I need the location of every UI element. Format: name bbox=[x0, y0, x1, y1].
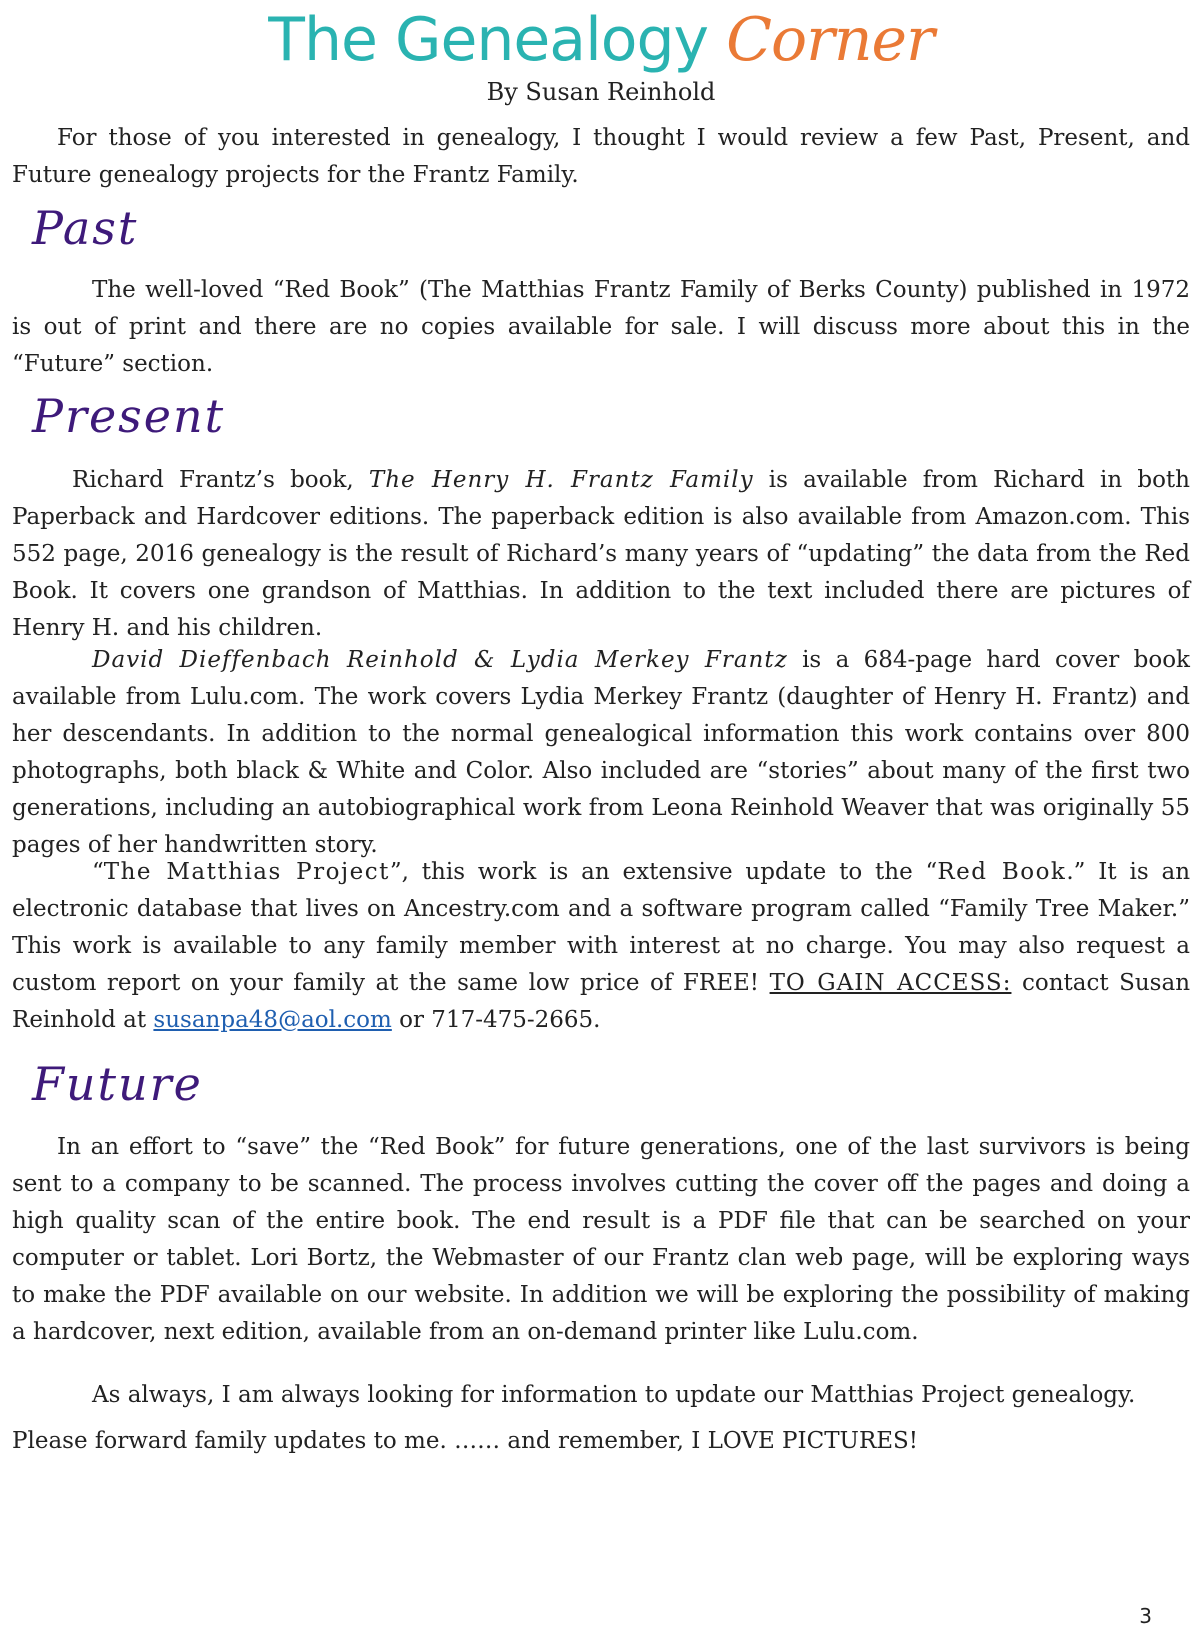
past-paragraph: The well-loved “Red Book” (The Matthias Frantz Family of Berks County) published in 1972 is out of print and there are no copies available for sale. I will discuss more about this in the “Future” section. bbox=[12, 277, 1190, 377]
present-p2-rest: is a 684-page hard cover book available from Lulu.com. The work covers Lydia Merkey Frantz (daughter of Henry H. Frantz) and her descendants. In addition to the normal genealogical information this work contains over 800 photographs, both black & White and Color. Also included are “stories” about many of the first two generations, including an autobiographical work from Leona Reinhold Weaver that was originally 55 pages of her handwritten story. bbox=[12, 647, 1190, 858]
present-p3-open-quote: “ bbox=[92, 859, 104, 885]
present-p3-mid1: ”, this work is an extensive update to the “ bbox=[389, 859, 938, 885]
phone-number: or 717-475-2665. bbox=[391, 1007, 601, 1033]
present-p3-contact-lead: contact Susan Reinhold at bbox=[12, 970, 1191, 1033]
heading-past: Past bbox=[32, 201, 139, 255]
present-paragraph-henry-frantz-book bbox=[12, 462, 1190, 647]
book-title-reinhold-frantz: David Dieffenbach Reinhold & Lydia Merkey Frantz bbox=[92, 647, 788, 673]
title-part-corner: Corner bbox=[726, 5, 934, 75]
intro-paragraph: For those of you interested in genealogy, I thought I would review a few Past, Present, and Future genealogy projects for the Frantz Family. bbox=[12, 125, 1190, 188]
heading-future: Future bbox=[32, 1057, 203, 1111]
present-p1-rest: is available from Richard in both Paperback and Hardcover editions. The paperback edition is also available from Amazon.com. This 552 page, 2016 genealogy is the result of Richard’s many years of “updating” the data from the Red Book. It covers one grandson of Matthias. In addition to the text included there are pictures of Henry H. and his children. bbox=[12, 467, 1190, 641]
heading-present: Present bbox=[32, 389, 226, 443]
red-book-name: Red Book bbox=[937, 859, 1067, 885]
gain-access-label: TO GAIN ACCESS: bbox=[769, 970, 1012, 996]
present-p3-mid2: .” It is an electronic database that lives on Ancestry.com and a software program called “Family Tree Maker.” This work is available to any family member with interest at no charge. You may also request a custom report on your family at the same low price of FREE! bbox=[12, 859, 1191, 996]
book-title-henry-frantz: The Henry H. Frantz Family bbox=[368, 467, 754, 493]
title-part-genealogy: The Genealogy bbox=[268, 5, 709, 75]
page-number: 3 bbox=[1139, 1604, 1152, 1628]
present-p1-lead: Richard Frantz’s book, bbox=[72, 467, 369, 493]
present-paragraph-matthias-project bbox=[12, 854, 1190, 1039]
future-paragraph-pictures: Please forward family updates to me. …… and remember, I LOVE PICTURES! bbox=[12, 1428, 919, 1454]
present-paragraph-reinhold-book bbox=[12, 642, 1190, 864]
future-paragraph-updates: As always, I am always looking for information to update our Matthias Project genealogy. bbox=[92, 1382, 1136, 1408]
email-link[interactable]: susanpa48@aol.com bbox=[153, 1007, 392, 1033]
future-paragraph-scan: In an effort to “save” the “Red Book” for future generations, one of the last survivors is being sent to a company to be scanned. The process involves cutting the cover off the pages and doing a high quality scan of the entire book. The end result is a PDF file that can be searched on your computer or tablet. Lori Bortz, the Webmaster of our Frantz clan web page, will be exploring ways to make the PDF available on our website. In addition we will be exploring the possibility of making a hardcover, next edition, available from an on-demand printer like Lulu.com. bbox=[12, 1134, 1190, 1345]
author-byline: By Susan Reinhold bbox=[486, 78, 716, 106]
project-name: The Matthias Project bbox=[103, 859, 390, 885]
page-title bbox=[12, 2, 1190, 78]
